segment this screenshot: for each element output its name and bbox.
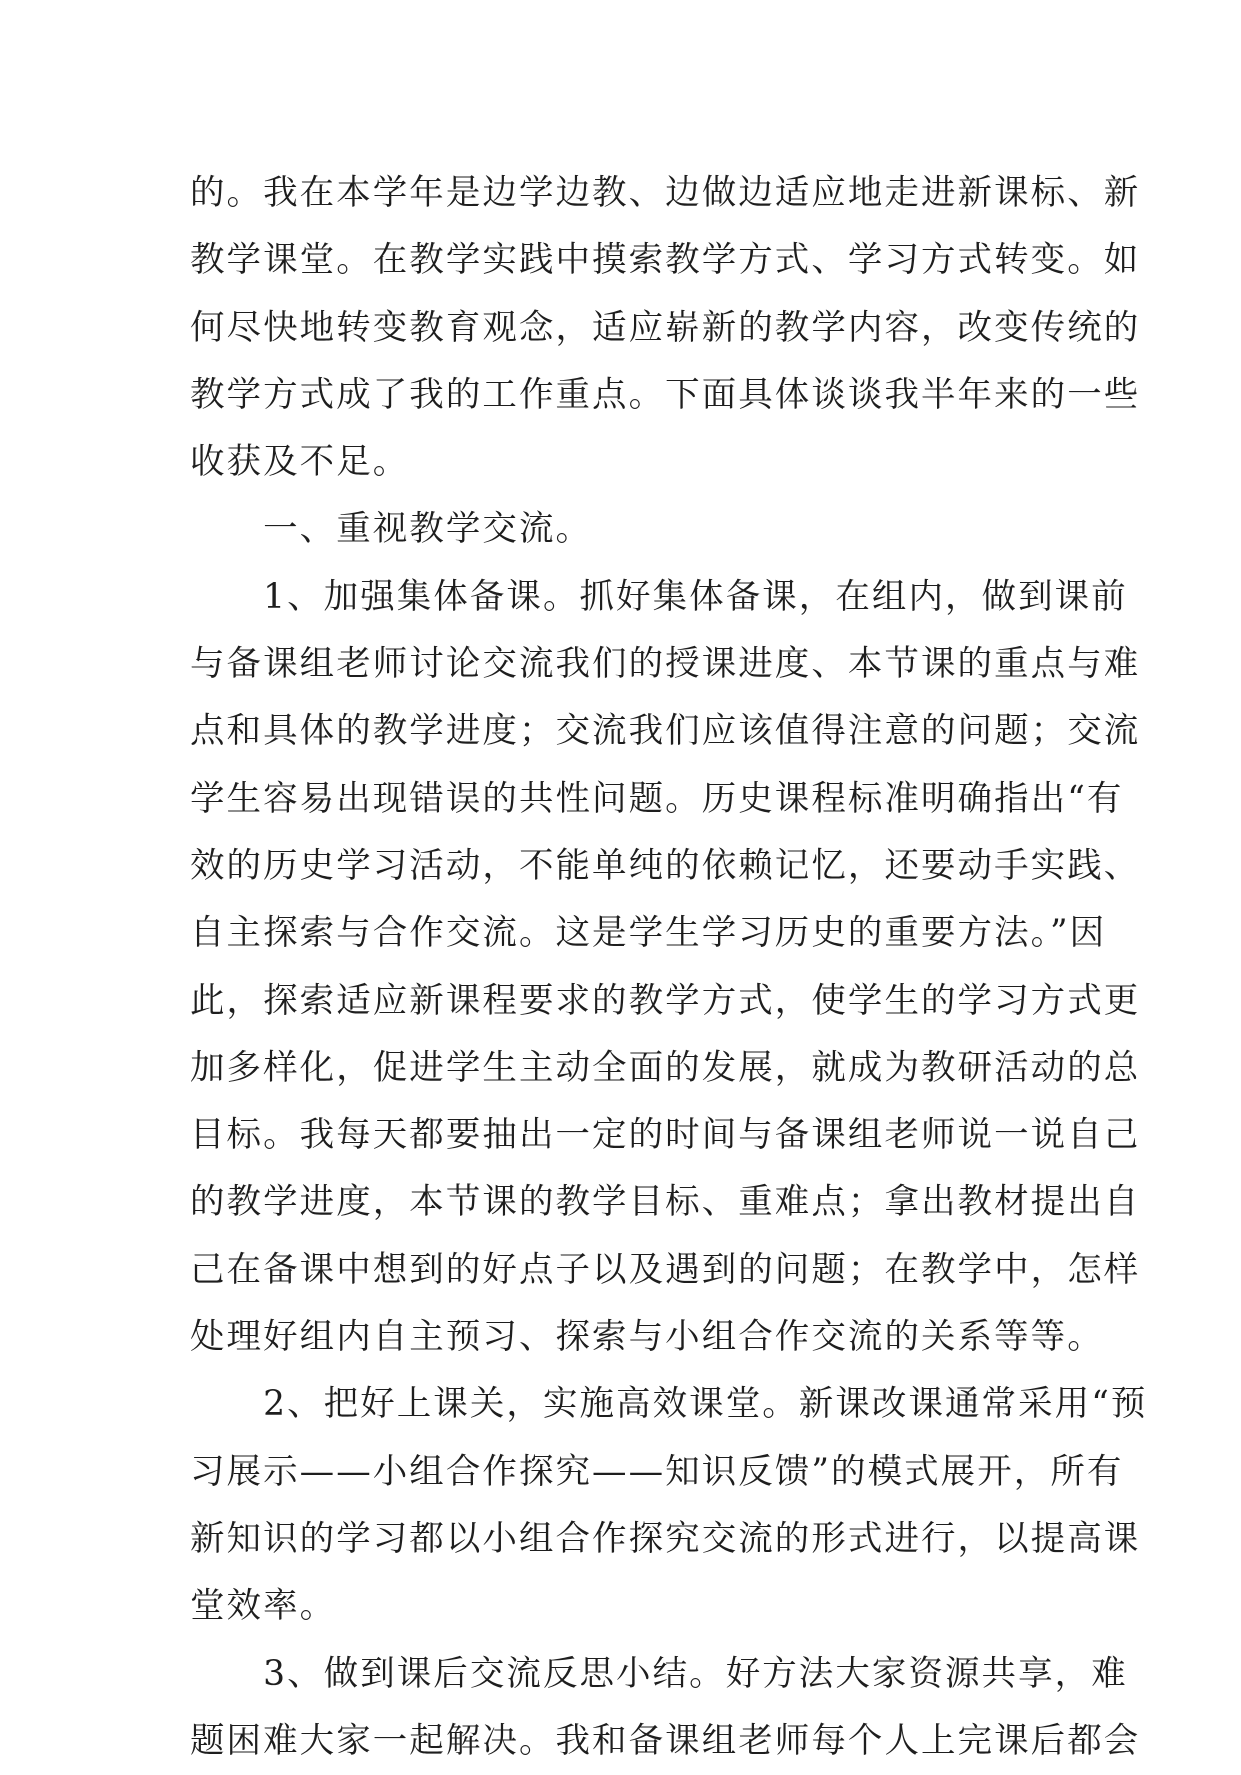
section-heading: 一、重视教学交流。 [190,509,593,550]
text-line: 题困难大家一起解决。我和备课组老师每个人上完课后都会 [190,1720,1141,1761]
text-line: 学生容易出现错误的共性问题。历史课程标准明确指出“有 [190,778,1124,819]
text-line: 处理好组内自主预习、探索与小组合作交流的关系等等。 [190,1317,1104,1358]
text-line: 收获及不足。 [190,442,410,483]
text-line: 3、做到课后交流反思小结。好方法大家资源共享，难 [190,1653,1128,1694]
text-line: 自主探索与合作交流。这是学生学习历史的重要方法。”因 [190,913,1107,954]
text-line: 2、把好上课关，实施高效课堂。新课改课通常采用“预 [190,1384,1148,1425]
text-line: 加多样化，促进学生主动全面的发展，就成为教研活动的总 [190,1047,1141,1088]
text-line: 目标。我每天都要抽出一定的时间与备课组老师说一说自己 [190,1115,1141,1156]
text-line: 新知识的学习都以小组合作探究交流的形式进行，以提高课 [190,1518,1141,1559]
text-line: 效的历史学习活动，不能单纯的依赖记忆，还要动手实践、 [190,845,1141,886]
text-line: 点和具体的教学进度；交流我们应该值得注意的问题；交流 [190,711,1141,752]
body-text [190,160,1148,1775]
text-line: 堂效率。 [190,1586,337,1627]
text-line: 何尽快地转变教育观念，适应崭新的教学内容，改变传统的 [190,307,1141,348]
text-line: 1、加强集体备课。抓好集体备课，在组内，做到课前 [190,576,1128,617]
text-line: 的教学进度，本节课的教学目标、重难点；拿出教材提出自 [190,1182,1141,1223]
text-line: 此，探索适应新课程要求的教学方式，使学生的学习方式更 [190,980,1141,1021]
text-line: 的。我在本学年是边学边教、边做边适应地走进新课标、新 [190,173,1141,213]
text-line: 教学课堂。在教学实践中摸索教学方式、学习方式转变。如 [190,240,1141,281]
text-line: 与备课组老师讨论交流我们的授课进度、本节课的重点与难 [190,644,1141,685]
text-line: 教学方式成了我的工作重点。下面具体谈谈我半年来的一些 [190,374,1141,415]
text-line: 己在备课中想到的好点子以及遇到的问题；在教学中，怎样 [190,1249,1141,1290]
text-line: 习展示——小组合作探究——知识反馈”的模式展开，所有 [190,1451,1124,1492]
